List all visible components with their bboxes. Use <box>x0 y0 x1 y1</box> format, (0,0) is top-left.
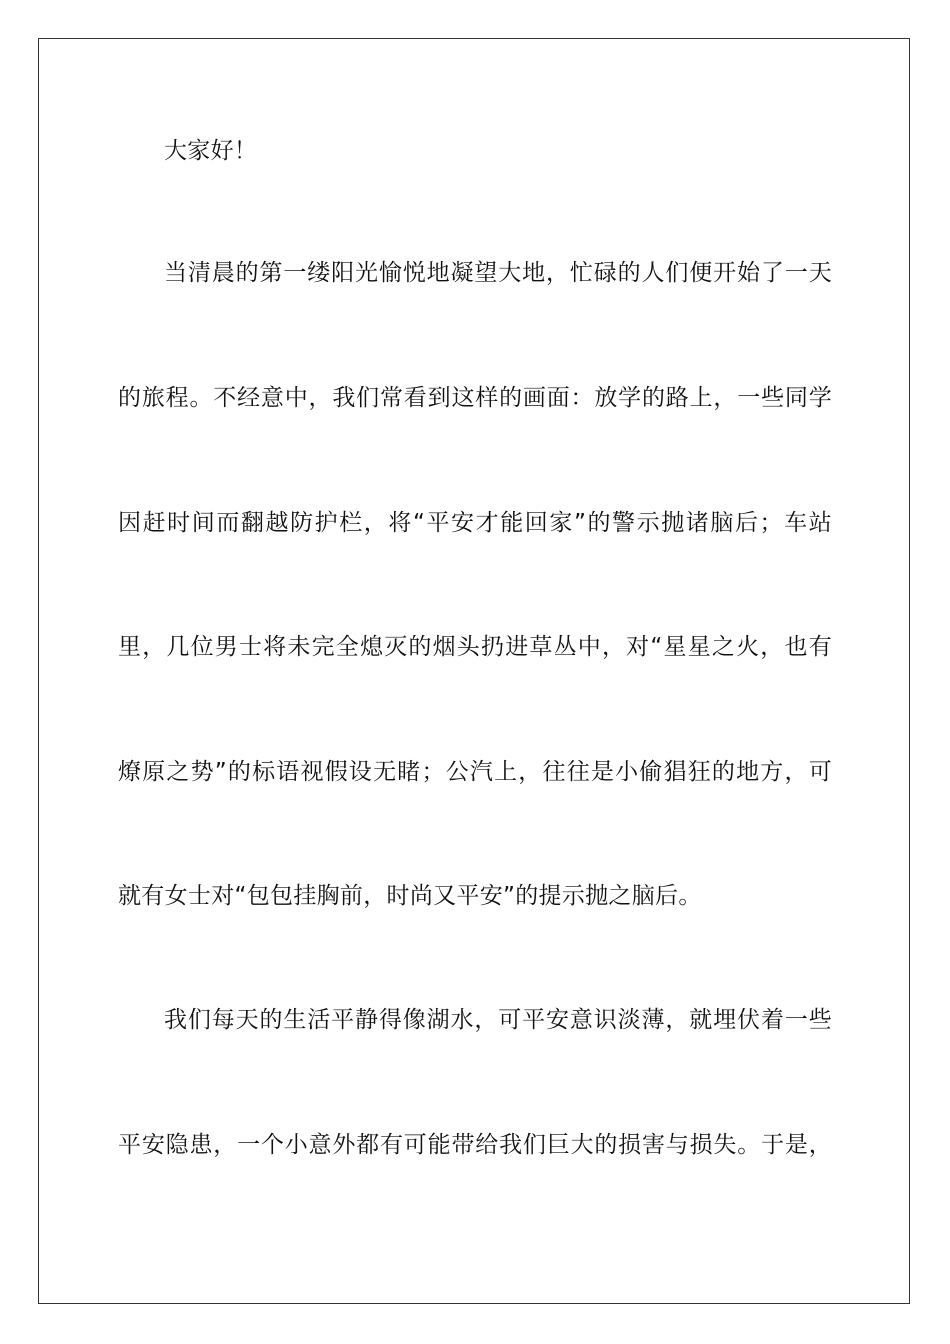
paragraph-2-line-2: 平安隐患，一个小意外都有可能带给我们巨大的损害与损失。于是， <box>118 1132 832 1158</box>
paragraph-1-line-3: 因赶时间而翻越防护栏，将“平安才能回家”的警示抛诸脑后；车站 <box>118 510 832 536</box>
paragraph-1-line-2: 的旅程。不经意中，我们常看到这样的画面：放学的路上，一些同学 <box>118 385 832 411</box>
greeting-line: 大家好！ <box>164 138 258 164</box>
page-border <box>38 38 910 1304</box>
paragraph-1-line-5: 燎原之势”的标语视假设无睹；公汽上，往往是小偷猖狂的地方，可 <box>118 759 832 785</box>
paragraph-1-line-4: 里，几位男士将未完全熄灭的烟头扔进草丛中，对“星星之火，也有 <box>118 634 832 660</box>
paragraph-2-line-1: 我们每天的生活平静得像湖水，可平安意识淡薄，就埋伏着一些 <box>164 1007 832 1033</box>
paragraph-1-line-6: 就有女士对“包包挂胸前，时尚又平安”的提示抛之脑后。 <box>118 883 702 909</box>
paragraph-1-line-1: 当清晨的第一缕阳光愉悦地凝望大地，忙碌的人们便开始了一天 <box>164 260 832 286</box>
